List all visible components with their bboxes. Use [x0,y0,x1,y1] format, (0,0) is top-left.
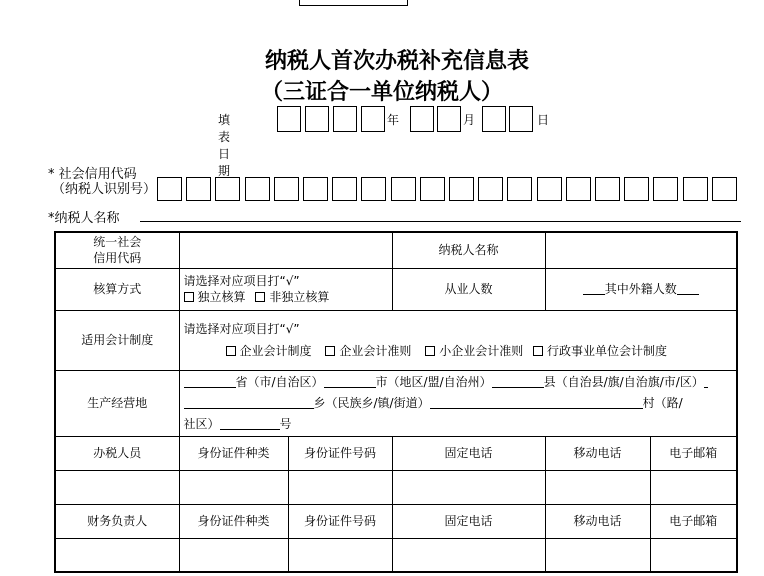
day-digit-box-1[interactable] [482,106,506,132]
credit-code-digit-box[interactable] [537,177,562,201]
table-row [55,268,737,310]
year-digit-box-2[interactable] [305,106,329,132]
credit-code-digit-box[interactable] [478,177,503,201]
email-header: 电子邮箱 [650,436,737,470]
table-row [55,310,737,370]
credit-code-digit-box[interactable] [420,177,445,201]
tax-officer-cell[interactable] [55,470,179,504]
credit-code-digit-box[interactable] [157,177,182,201]
finance-officer-id-number-cell[interactable] [288,538,392,572]
fill-date-label: 填表日期 [218,113,231,178]
finance-officer-mobile-cell[interactable] [545,538,650,572]
number-blank[interactable] [220,418,280,430]
taxpayer-name-line[interactable] [140,221,741,222]
non-independent-checkbox[interactable] [255,292,265,302]
top-tab-box [299,0,408,6]
table-row [55,538,737,572]
acct-opt1-checkbox[interactable] [226,346,236,356]
month-digit-box-1[interactable] [410,106,434,132]
form-subtitle: （三证合一单位纳税人） [260,79,503,105]
employees-header: 从业人数 [392,268,545,310]
credit-code-digit-box[interactable] [507,177,532,201]
county-blank[interactable] [492,376,544,388]
id-type-header: 身份证件种类 [179,436,288,470]
table-row [55,436,737,470]
credit-code-digit-box[interactable] [653,177,678,201]
credit-code-digit-box[interactable] [215,177,240,201]
finance-officer-landline-cell[interactable] [392,538,545,572]
accounting-method-cell: 请选择对应项目打“√” 独立核算 非独立核算 [179,268,392,310]
village-blank[interactable] [430,397,643,409]
accounting-method-header: 核算方式 [55,268,179,310]
credit-code-header: 统一社会 信用代码 [55,232,179,268]
accounting-system-cell: 请选择对应项目打“√” 企业会计制度 企业会计准则 小企业会计准则 行政事业单位会计制度 [179,310,737,370]
credit-code-digit-box[interactable] [712,177,737,201]
credit-code-digit-box[interactable] [186,177,211,201]
taxpayer-name-label: *纳税人名称 [48,211,120,226]
id-type-header: 身份证件种类 [179,504,288,538]
acct-opt4-checkbox[interactable] [533,346,543,356]
year-digit-box-4[interactable] [361,106,385,132]
credit-code-digit-box[interactable] [624,177,649,201]
info-table [54,231,738,573]
city-blank[interactable] [324,376,376,388]
table-row [55,370,737,436]
finance-officer-cell[interactable] [55,538,179,572]
finance-officer-header: 财务负责人 [55,504,179,538]
independent-checkbox[interactable] [184,292,194,302]
email-header: 电子邮箱 [650,504,737,538]
credit-code-digit-box[interactable] [566,177,591,201]
finance-officer-email-cell[interactable] [650,538,737,572]
mobile-header: 移动电话 [545,436,650,470]
town-blank[interactable] [184,397,314,409]
tax-officer-id-type-cell[interactable] [179,470,288,504]
id-number-header: 身份证件号码 [288,436,392,470]
month-label: 月 [463,113,476,127]
taxpayer-name-cell[interactable] [545,232,737,268]
tax-officer-header: 办税人员 [55,436,179,470]
credit-code-digit-box[interactable] [361,177,386,201]
form-title: 纳税人首次办税补充信息表 [264,48,529,74]
finance-officer-id-type-cell[interactable] [179,538,288,572]
credit-code-digit-box[interactable] [245,177,270,201]
credit-code-digit-box[interactable] [595,177,620,201]
table-row [55,504,737,538]
day-digit-box-2[interactable] [509,106,533,132]
tax-officer-email-cell[interactable] [650,470,737,504]
address-cell: 省（市/自治区） 市（地区/盟/自治州） 县（自治县/旗/自治旗/市/区） 乡（民族乡/镇/街道） 村（路/ 社区） 号 [179,370,737,436]
address-header: 生产经营地 [55,370,179,436]
tax-officer-mobile-cell[interactable] [545,470,650,504]
table-row [55,470,737,504]
acct-opt3-checkbox[interactable] [425,346,435,356]
foreign-count-blank[interactable] [677,283,699,295]
day-label: 日 [537,113,550,127]
acct-opt2-checkbox[interactable] [325,346,335,356]
credit-code-label: * 社会信用代码 （纳税人识别号） [48,167,157,197]
credit-code-digit-box[interactable] [332,177,357,201]
credit-code-digit-box[interactable] [683,177,708,201]
province-blank[interactable] [184,376,236,388]
credit-code-digit-box[interactable] [449,177,474,201]
foreign-staff-cell: 其中外籍人数 [545,268,737,310]
landline-header: 固定电话 [392,504,545,538]
year-label: 年 [387,113,400,127]
table-row [55,232,737,268]
accounting-system-header: 适用会计制度 [55,310,179,370]
mobile-header: 移动电话 [545,504,650,538]
employees-count-blank[interactable] [583,283,605,295]
year-digit-box-3[interactable] [333,106,357,132]
landline-header: 固定电话 [392,436,545,470]
credit-code-cell[interactable] [179,232,392,268]
month-digit-box-2[interactable] [437,106,461,132]
credit-code-digit-box[interactable] [391,177,416,201]
tax-officer-id-number-cell[interactable] [288,470,392,504]
tax-officer-landline-cell[interactable] [392,470,545,504]
taxpayer-name-header: 纳税人名称 [392,232,545,268]
credit-code-digit-box[interactable] [303,177,328,201]
year-digit-box-1[interactable] [277,106,301,132]
credit-code-digit-box[interactable] [274,177,299,201]
id-number-header: 身份证件号码 [288,504,392,538]
